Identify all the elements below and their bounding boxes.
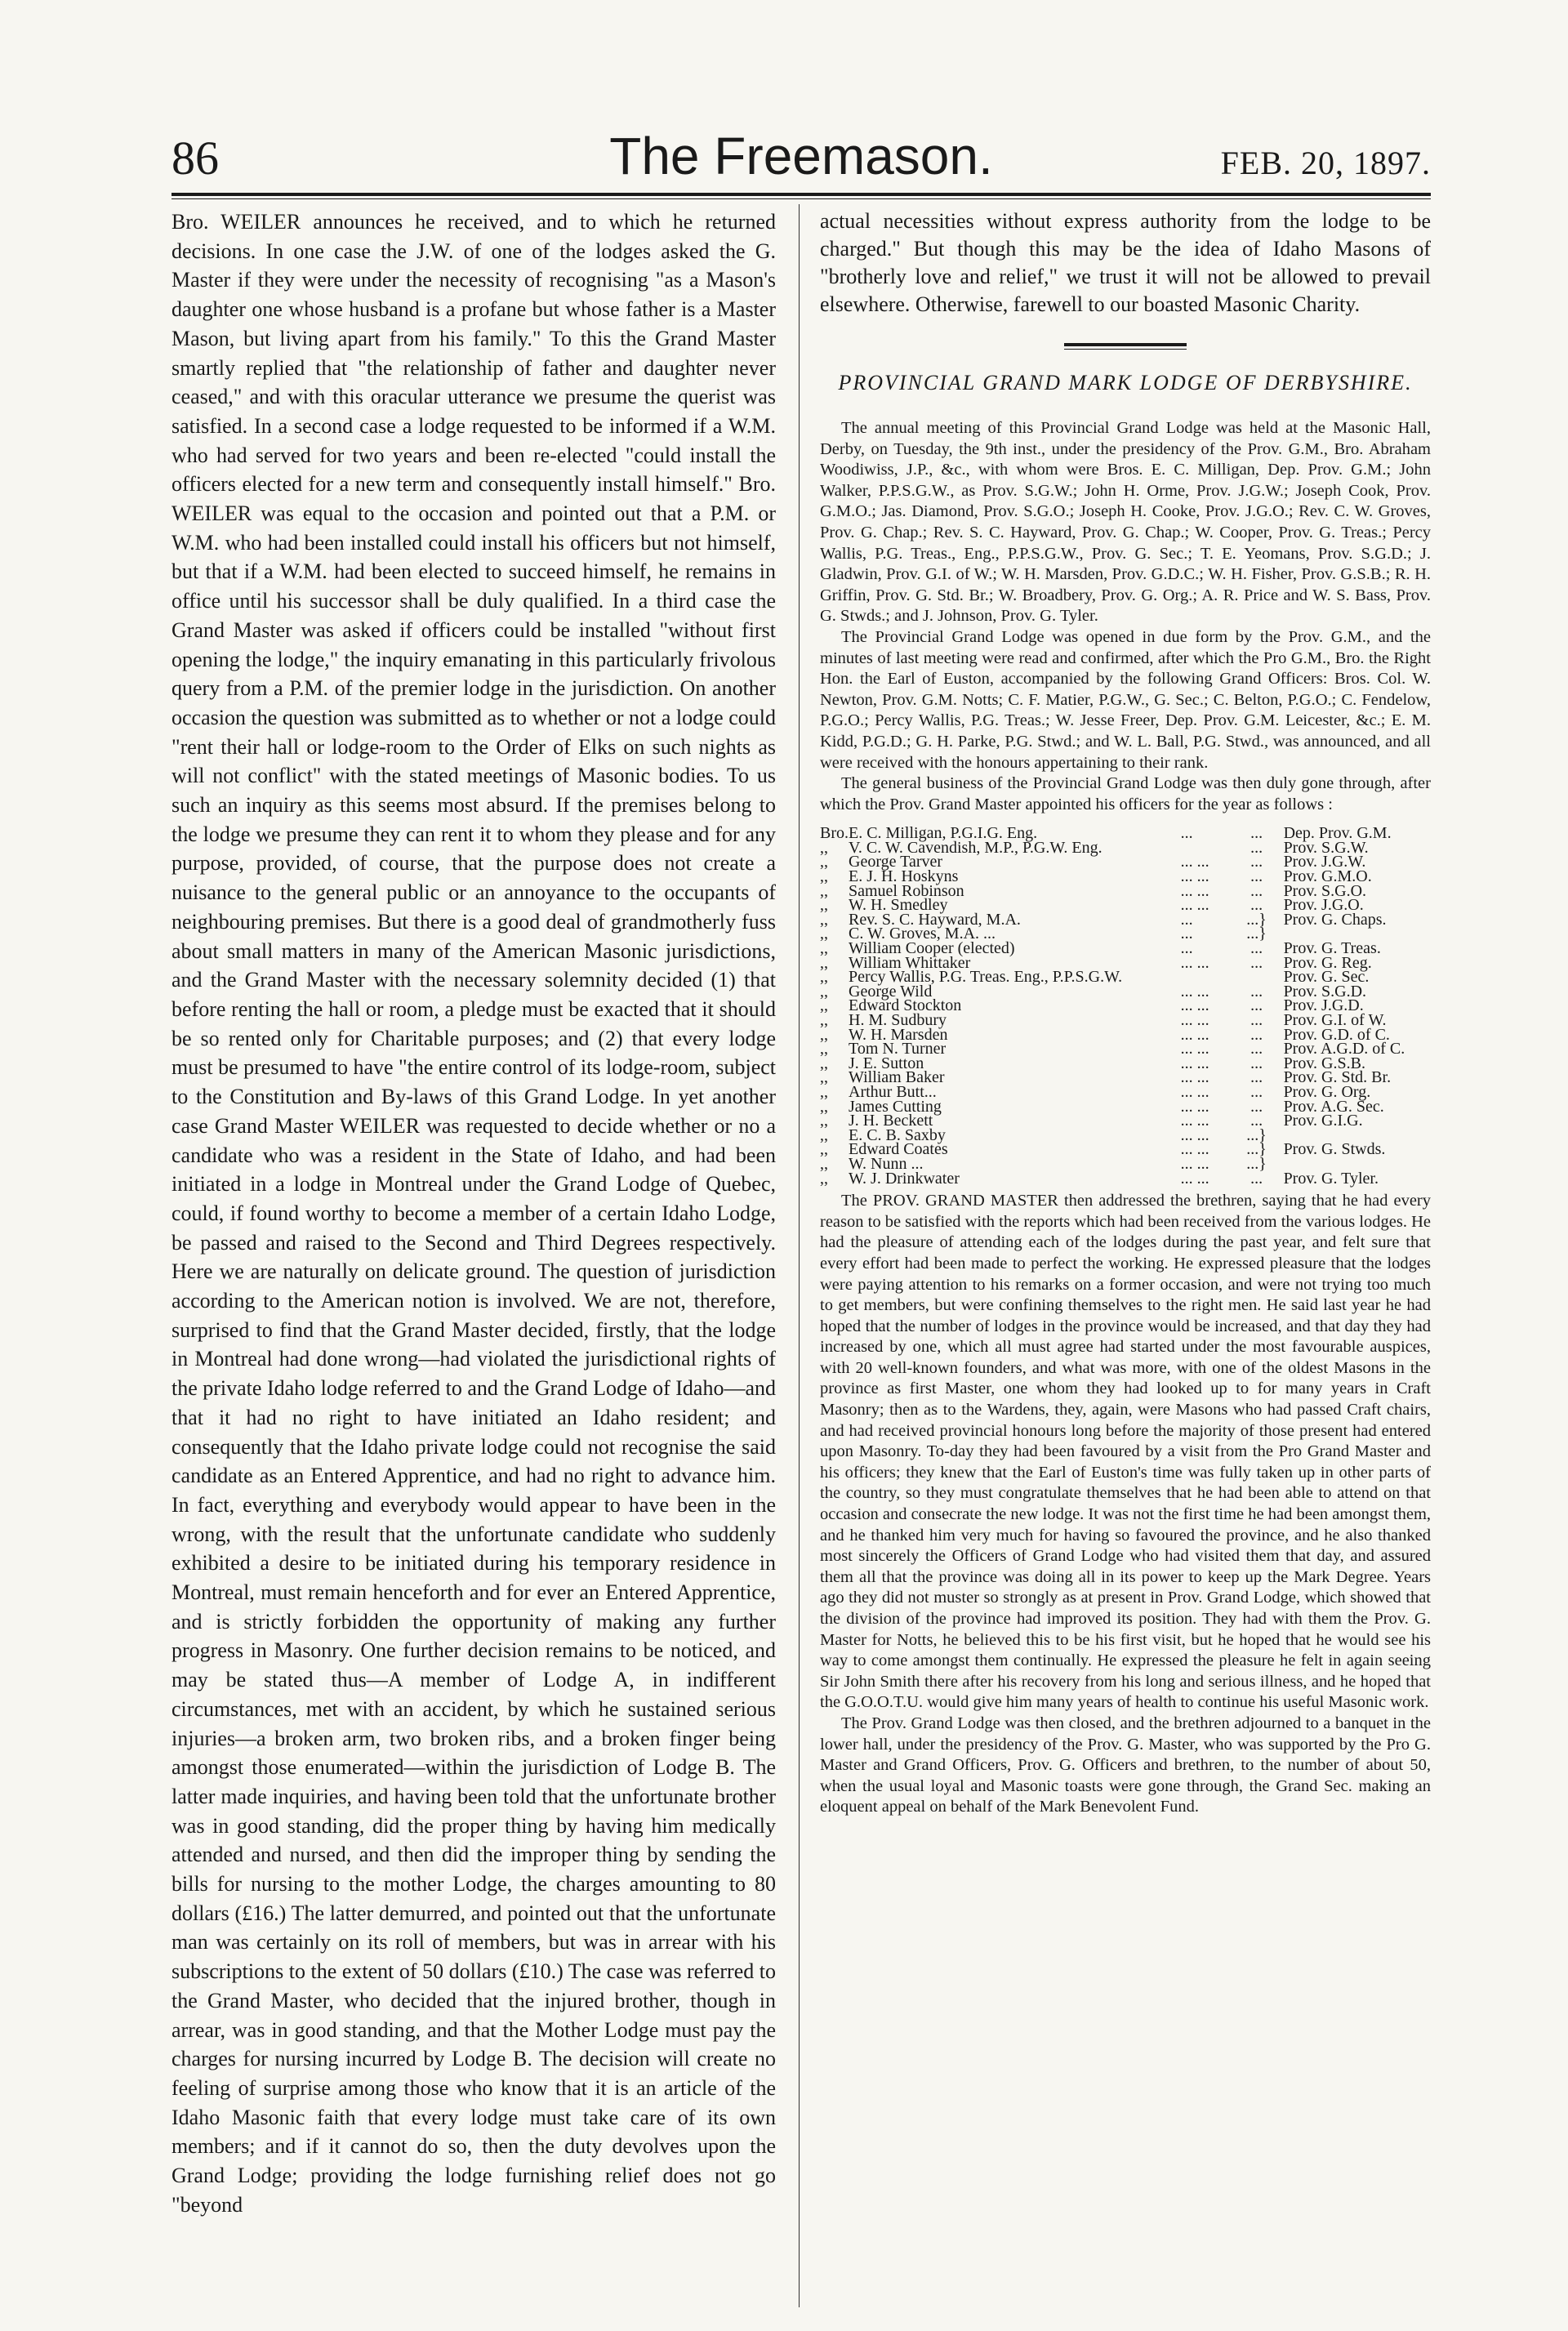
officer-brace: ...} [1246,925,1267,943]
officer-name: William Whittaker [849,953,971,972]
officer-leader-dots: ... ... [1180,982,1209,1001]
officer-leader-dots: ... ... [1180,1040,1209,1059]
officer-prefix: ,, [820,838,828,857]
officer-name: George Wild [849,982,933,1001]
officer-name: J. H. Beckett [849,1112,933,1130]
officer-brace: ... [1250,853,1263,871]
officer-name: J. E. Sutton [849,1054,924,1072]
page-number: 86 [172,131,219,185]
officer-name: W. H. Smedley [849,896,948,915]
officer-brace: ... [1250,867,1263,886]
officer-brace: ... [1250,1082,1263,1101]
officer-office: Prov. G.D. of C. [1283,1025,1390,1044]
officer-name: William Cooper (elected) [849,939,1015,958]
officer-leader-dots: ... ... [1180,1125,1209,1144]
officer-prefix: ,, [820,910,828,929]
officer-office: Prov. G.I.G. [1283,1112,1363,1130]
officer-office: Prov. S.G.D. [1283,982,1367,1001]
officer-name: W. H. Marsden [849,1025,948,1044]
officer-leader-dots: ... [1180,910,1193,929]
officer-leader-dots: ... [1180,925,1193,943]
officer-brace: ...} [1246,1140,1267,1159]
officer-prefix: ,, [820,1068,828,1087]
officer-office: Dep. Prov. G.M. [1283,824,1392,843]
officer-leader-dots: ... ... [1180,996,1209,1015]
officer-office: Prov. G. Org. [1283,1082,1371,1101]
officer-brace: ... [1250,838,1263,857]
officer-brace: ... [1250,824,1263,843]
officer-prefix: ,, [820,968,828,987]
officer-office: Prov. G. Tyler. [1283,1169,1379,1188]
officer-office: Prov. G.M.O. [1283,867,1372,886]
officer-prefix: ,, [820,1112,828,1130]
officer-leader-dots: ... ... [1180,867,1209,886]
officer-brace: ...} [1246,910,1267,929]
officer-prefix: ,, [820,1011,828,1029]
officer-leader-dots: ... ... [1180,1169,1209,1188]
officer-name: James Cutting [849,1097,942,1116]
publication-title: The Freemason. [609,127,993,185]
officer-office: Prov. G. Std. Br. [1283,1068,1392,1087]
officer-office: Prov. G. Sec. [1283,968,1370,987]
officer-prefix: ,, [820,939,828,958]
officer-name: William Baker [849,1068,945,1087]
officer-brace: ... [1250,1040,1263,1059]
report-paragraph: The annual meeting of this Provincial Grand Lodge was held at the Masonic Hall, Derby, on Tuesday, the 9th inst., under the presidency of the Prov. G.M., Bro. Abraham Woodiwiss, J.P., &c., with whom were Bros. E. C. Milligan, Dep. Prov. G.M.; John Walker, P.P.S.G.W., as Prov. S.G.W.; John H. Orme, Prov. J.G.W.; Joseph Cook, Prov. G.M.O.; Jas. Diamond, Prov. S.G.O.; Joseph H. Cooke, Prov. J.G.O.; Rev. C. W. Groves, Prov. G. Chap.; Rev. S. C. Hayward, Prov. G. Chap.; W. Cooper, Prov. G. Treas.; Percy Wallis, P.G. Treas., Eng., P.P.S.G.W., Prov. G. Sec.; T. E. Yeomans, Prov. S.G.D.; J. Gladwin, Prov. G.I. of W.; W. H. Marsden, Prov. G.D.C.; W. H. Fisher, Prov. G.S.B.; R. H. Griffin, Prov. G. Std. Br.; W. Broadbery, Prov. G. Org.; A. R. Price and W. S. Bass, Prov. G. Stwds.; and J. Johnson, Prov. G. Tyler. [820,419,1431,626]
officer-name: Samuel Robinson [849,881,964,900]
officer-name: Rev. S. C. Hayward, M.A. [849,910,1021,929]
officer-office: Prov. J.G.W. [1283,853,1366,871]
section-title: PROVINCIAL GRAND MARK LODGE OF DERBYSHIRE. [838,371,1413,394]
officer-leader-dots: ... ... [1180,881,1209,900]
officer-office: Prov. G. Reg. [1283,953,1372,972]
left-column [172,207,776,2220]
officer-leader-dots: ... ... [1180,1054,1209,1072]
officer-brace: ... [1250,982,1263,1001]
officer-prefix: ,, [820,1125,828,1144]
officer-name: W. J. Drinkwater [849,1169,960,1188]
officer-prefix: ,, [820,1082,828,1101]
officer-office: Prov. S.G.O. [1283,881,1367,900]
officer-name: E. J. H. Hoskyns [849,867,959,886]
officer-name: Arthur Butt... [849,1082,937,1101]
officer-brace: ... [1250,996,1263,1015]
officer-prefix: ,, [820,1097,828,1116]
report-paragraph: The Prov. Grand Lodge was then closed, and the brethren adjourned to a banquet in the lower hall, under the presidency of the Prov. G. Master, who was supported by the Pro G. Master and Grand Officers, Prov. G. Officers and brethren, to the number of about 50, when the usual loyal and Masonic toasts were gone through, the Grand Sec. making an eloquent appeal on behalf of the Mark Benevolent Fund. [820,1714,1431,1816]
officer-office: Prov. G.I. of W. [1283,1011,1387,1029]
officer-leader-dots: ... ... [1180,1025,1209,1044]
officer-office: Prov. A.G.D. of C. [1283,1040,1405,1059]
officer-brace: ...} [1246,1154,1267,1173]
officer-prefix: ,, [820,982,828,1001]
officer-name: E. C. B. Saxby [849,1125,946,1144]
section-divider [1064,343,1187,350]
officer-leader-dots: ... ... [1180,1082,1209,1101]
officer-brace: ... [1250,1025,1263,1044]
officer-brace: ... [1250,939,1263,958]
report-paragraph: The general business of the Provincial Grand Lodge was then duly gone through, after which the Prov. Grand Master appointed his officers for the year as follows : [820,774,1431,813]
officer-office: Prov. G. Chaps. [1283,910,1387,929]
officer-brace: ... [1250,1068,1263,1087]
officer-office: Prov. J.G.D. [1283,996,1364,1015]
officer-prefix: Bro. [820,824,849,843]
officer-brace: ... [1250,881,1263,900]
officer-name: Edward Stockton [849,996,962,1015]
officer-brace: ... [1250,896,1263,915]
officer-prefix: ,, [820,1154,828,1173]
officer-leader-dots: ... [1180,939,1193,958]
officer-office: Prov. G.S.B. [1283,1054,1365,1072]
page-header [172,123,1431,188]
officers-table [820,824,1431,1188]
officer-leader-dots: ... ... [1180,1068,1209,1087]
officer-office: Prov. S.G.W. [1283,838,1369,857]
right-column [820,207,1431,1818]
header-rule-thin [172,198,1431,199]
officer-brace: ... [1250,1011,1263,1029]
officer-brace: ... [1250,953,1263,972]
officer-name: E. C. Milligan, P.G.I.G. Eng. [849,824,1038,843]
officer-name: George Tarver [849,853,943,871]
officer-prefix: ,, [820,1169,828,1188]
header-rule [172,193,1431,196]
officer-prefix: ,, [820,996,828,1015]
officer-name: W. Nunn ... [849,1154,924,1173]
officer-leader-dots: ... ... [1180,853,1209,871]
report-paragraph: The Provincial Grand Lodge was opened in due form by the Prov. G.M., and the minutes of last meeting were read and confirmed, after which the Pro G.M., Bro. the Right Hon. the Earl of Euston, accompanied by the following Grand Officers: Bros. Col. W. Newton, Prov. G.M. Notts; C. F. Matier, P.G.W., G. Sec.; C. Belton, P.G.O.; C. Fendelow, P.G.O.; Percy Wallis, P.G. Treas.; W. Jesse Freer, Dep. Prov. G.M. Leicester, &c.; E. M. Kidd, P.G.D.; G. H. Parke, P.G. Stwd.; and W. L. Ball, P.G. Stwd., was announced, and all were received with the honours appertaining to their rank. [820,627,1431,772]
issue-date: FEB. 20, 1897. [1220,145,1431,181]
article-continuation: actual necessities without express authority from the lodge to be charged." But though this may be the idea of Idaho Masons of "brotherly love and relief," we trust it will not be allowed to prevail elsewhere. Otherwise, farewell to our boasted Masonic Charity. [820,209,1431,316]
table-row [820,1172,1431,1187]
officer-leader-dots: ... ... [1180,953,1209,972]
officer-leader-dots: ... [1180,824,1193,843]
officer-leader-dots: ... ... [1180,1112,1209,1130]
officer-leader-dots: ... ... [1180,1140,1209,1159]
officer-name: H. M. Sudbury [849,1011,947,1029]
officer-brace: ... [1250,1169,1263,1188]
officer-leader-dots: ... ... [1180,1097,1209,1116]
officer-brace: ... [1250,1097,1263,1116]
officer-brace: ... [1250,1054,1263,1072]
officer-prefix: ,, [820,867,828,886]
officer-brace: ...} [1246,1125,1267,1144]
officer-prefix: ,, [820,1140,828,1159]
officer-prefix: ,, [820,853,828,871]
officer-brace: ... [1250,1112,1263,1130]
officer-office: Prov. A.G. Sec. [1283,1097,1384,1116]
officer-prefix: ,, [820,896,828,915]
officer-office: Prov. G. Treas. [1283,939,1381,958]
officer-prefix: ,, [820,953,828,972]
officer-prefix: ,, [820,1025,828,1044]
officer-office: Prov. J.G.O. [1283,896,1364,915]
report-paragraph: The PROV. GRAND MASTER then addressed the brethren, saying that he had every reason to be satisfied with the reports which had been received from the various lodges. He had the pleasure of attending each of the lodges during the past year, and felt sure that every effort had been made to perfect the working. He expressed pleasure that the lodges were paying attention to his remarks on a former occasion, and were not trying too much to get members, but were confining themselves to the right men. He said last year he had hoped that the number of lodges in the province would be increased, and that day they had increased by one, which all must agree had started under the most favourable auspices, with 20 well-known founders, and what was more, with one of the oldest Masons in the province as first Master, one whom they had looked up to for many years in Craft Masonry; then as to the Wardens, they, again, were Masons who had passed Craft chairs, and had received provincial honours long before the majority of those present had entered upon Masonry. To-day they had been favoured by a visit from the Pro Grand Master and his officers; they knew that the Earl of Euston's time was fully taken up in other parts of the country, so they must congratulate themselves that he had been able to attend on that occasion and consecrate the new lodge. It was not the first time he had been amongst them, and he thanked him very much for having so favoured the province, and he also thanked most sincerely the Officers of Grand Lodge who had visited them that day, and assured them all that the province was doing all in its power to keep up the Mark Degree. Years ago they did not muster so strongly as at present in Prov. Grand Lodge, which showed that the division of the province had improved its position. They had with them the Prov. G. Master for Notts, he believed this to be his first visit, but he hoped that he would see his way to come amongst them continually. He expressed the pleasure he felt in again seeing Sir John Smith there after his recovery from his long and serious illness, and he hoped that the G.O.O.T.U. would give him many years of health to continue his useful Masonic work. [820,1192,1431,1712]
officer-leader-dots: ... ... [1180,1011,1209,1029]
article-paragraph: Bro. WEILER announces he received, and to which he returned decisions. In one case the J.W. of one of the lodges asked the G. Master if they were under the necessity of recognising "as a Mason's daughter one whose husband is a profane but whose father is a Master Mason, but living apart from his family." To this the Grand Master smartly replied that "the relationship of father and daughter never ceased," and with this oracular utterance we presume the querist was satisfied. In a second case a lodge requested to be informed if a W.M. who had served for two years and been re-elected "could install the officers elected for a new term and consequently install himself." Bro. WEILER was equal to the occasion and pointed out that a P.M. or W.M. who had been installed could install his officers but not himself, but that if a W.M. had been elected to succeed himself, he remains in office until his successor shall be duly qualified. In a third case the Grand Master was asked if officers could be installed "without first opening the lodge," the inquiry emanating in this particularly frivolous query from a P.M. of the premier lodge in the jurisdiction. On another occasion the question was submitted as to whether or not a lodge could "rent their hall or lodge-room to the Order of Elks on such nights as will not conflict" with the stated meetings of Masonic bodies. To us such an inquiry as this seems most absurd. If the premises belong to the lodge we presume they can rent it to whom they please and for any purpose, provided, of course, that the purpose does not create a nuisance to the general public or an annoyance to the occupants of neighbouring premises. But there is a good deal of grandmotherly fuss about small matters in many of the American Masonic jurisdictions, and the Grand Master with the necessary solemnity decided (1) that before renting the hall or room, a pledge must be exacted that it should be so rented only for Charitable purposes; and (2) that every lodge must be presumed to have "the entire control of its lodge-room, subject to the Constitution and By-laws of this Grand Lodge. In yet another case Grand Master WEILER was requested to decide whether or no a candidate who was a resident in the State of Idaho, and had been initiated in a lodge in Montreal under the Grand Lodge of Quebec, could, if found worthy to become a member of a certain Idaho Lodge, be passed and raised to the Second and Third Degrees respectively. Here we are naturally on delicate ground. The question of jurisdiction according to the American notion is involved. We are not, therefore, surprised to find that the Grand Master decided, firstly, that the lodge in Montreal had done wrong—had violated the jurisdictional rights of the private Idaho lodge referred to and the Grand Lodge of Idaho—and that it had no right to have initiated an Idaho resident; and consequently that the Idaho private lodge could not recognise the said candidate as an Entered Apprentice, and had no right to advance him. In fact, everything and everybody would appear to have been in the wrong, with the result that the unfortunate candidate who suddenly exhibited a desire to be initiated during his temporary residence in Montreal, must remain henceforth and for ever an Entered Apprentice, and is strictly forbidden the opportunity of making any further progress in Masonry. One further decision remains to be noticed, and may be stated thus—A member of Lodge A, in indifferent circumstances, met with an accident, by which he sustained serious injuries—a broken arm, two broken ribs, and a broken finger being amongst those enumerated—within the jurisdiction of Lodge B. The latter made inquiries, and having been told that the unfortunate brother was in good standing, did the proper thing by having him medically attended and nursed, and then did the improper thing by sending the bills for nursing to the mother Lodge, the charges amounting to 80 dollars (£16.) The latter demurred, and pointed out that the unfortunate man was certainly on its roll of members, but was in arrear with his subscriptions to the extent of 50 dollars (£10.) The case was referred to the Grand Master, who decided that the injured brother, though in arrear, was in good standing, and that the Mother Lodge must pay the charges for nursing incurred by Lodge B. The decision will create no feeling of surprise among those who know that it is an article of the Idaho Masonic faith that every lodge must take care of its own members; and if it cannot do so, then the duty devolves upon the Grand Lodge; providing the lodge furnishing relief does not go "beyond [172,210,776,2217]
officer-prefix: ,, [820,925,828,943]
column-divider [799,204,800,2307]
officer-prefix: ,, [820,1054,828,1072]
officer-name: C. W. Groves, M.A. ... [849,925,996,943]
officer-leader-dots: ... ... [1180,896,1209,915]
officer-name: Percy Wallis, P.G. Treas. Eng., P.P.S.G.W. [849,968,1123,987]
officer-name: V. C. W. Cavendish, M.P., P.G.W. Eng. [849,838,1102,857]
officer-name: Tom N. Turner [849,1040,947,1059]
officer-prefix: ,, [820,881,828,900]
officer-leader-dots: ... ... [1180,1154,1209,1173]
officer-prefix: ,, [820,1040,828,1059]
officer-name: Edward Coates [849,1140,948,1159]
officer-office: Prov. G. Stwds. [1283,1140,1386,1159]
